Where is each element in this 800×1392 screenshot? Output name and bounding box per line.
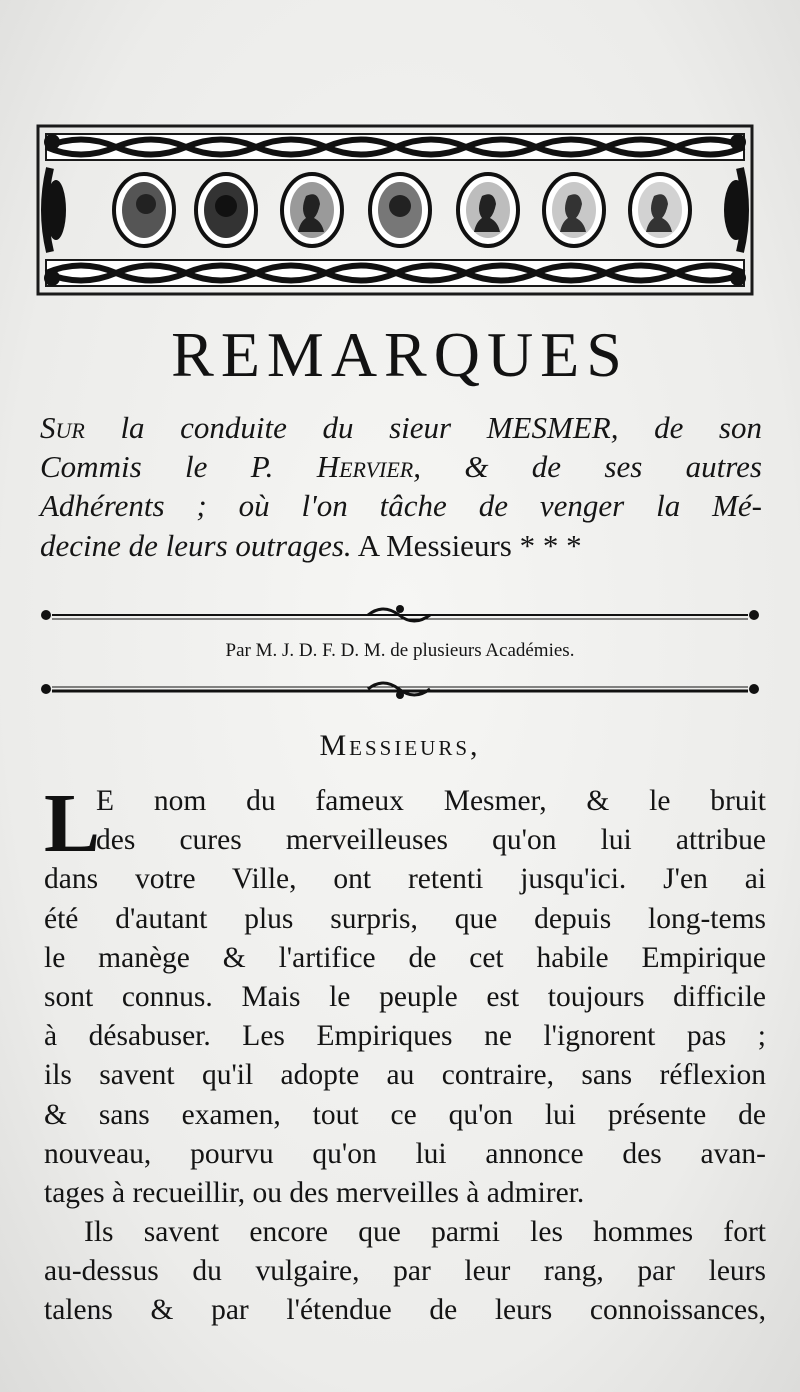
subtitle bbox=[40, 406, 762, 563]
body-line: talens & par l'étendue de leurs connoissances, bbox=[44, 1294, 766, 1327]
subtitle-line: Adhérents ; où l'on tâche de venger la Mé- bbox=[40, 488, 762, 524]
body-line: E nom du fameux Mesmer, & le bruit bbox=[96, 785, 766, 817]
top-braid-band bbox=[46, 134, 744, 160]
salutation: Messieurs, bbox=[319, 729, 481, 762]
page-title: REMARQUES bbox=[171, 319, 629, 390]
ornamental-rule-top bbox=[38, 603, 762, 627]
body-line: tages à recueillir, ou des merveilles à admirer. bbox=[44, 1176, 585, 1209]
body-line: au-dessus du vulgaire, par leur rang, par leurs bbox=[44, 1255, 766, 1288]
body-line: à désabuser. Les Empiriques ne l'ignorent pas ; bbox=[44, 1020, 766, 1053]
bottom-braid-band bbox=[46, 260, 744, 286]
body-line: ils savent qu'il adopte au contraire, sans réflexion bbox=[44, 1059, 766, 1092]
author-byline: Par M. J. D. F. D. M. de plusieurs Académies. bbox=[225, 640, 575, 661]
subtitle-line: decine de leurs outrages. A Messieurs * * * bbox=[40, 527, 582, 563]
ornamental-rule-bottom bbox=[38, 677, 762, 701]
ornamental-headpiece bbox=[36, 124, 754, 296]
body-line: dans votre Ville, ont retenti jusqu'ici. J'en ai bbox=[44, 863, 766, 896]
drop-cap: L bbox=[44, 777, 101, 870]
cameo-medallions bbox=[46, 174, 748, 246]
body-line: le manège & l'artifice de cet habile Empirique bbox=[44, 941, 766, 974]
body-line: nouveau, pourvu qu'on lui annonce des avan- bbox=[44, 1137, 766, 1170]
body-line: sont connus. Mais le peuple est toujours difficile bbox=[44, 980, 766, 1013]
body-line: des cures merveilleuses qu'on lui attribue bbox=[96, 824, 766, 857]
body-line: Ils savent encore que parmi les hommes fort bbox=[84, 1216, 766, 1249]
subtitle-line: Commis le P. Hervier, & de ses autres bbox=[40, 449, 762, 485]
subtitle-line: Sur la conduite du sieur MESMER, de son bbox=[40, 410, 762, 445]
body-line: & sans examen, tout ce qu'on lui présente de bbox=[44, 1098, 766, 1131]
body-line: été d'autant plus surpris, que depuis long-tems bbox=[44, 902, 766, 935]
body-text bbox=[44, 777, 766, 1331]
